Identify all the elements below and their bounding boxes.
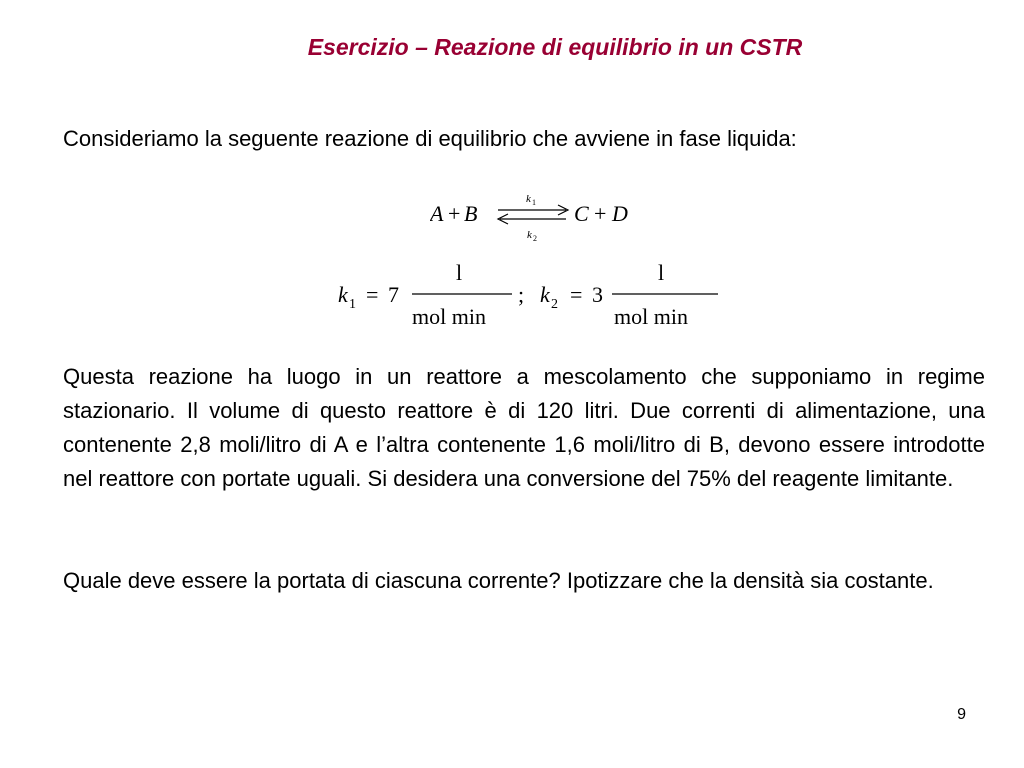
k2-label-sub: 2 [533, 234, 537, 243]
reactant-a: A [430, 201, 444, 226]
separator: ; [518, 282, 525, 307]
product-d: D [612, 201, 628, 226]
rate-constants-equation [338, 258, 728, 330]
description-paragraph: Questa reazione ha luogo in un reattore a mescolamento che supponiamo in regime stazionario. Il volume di questo reattore è di 120 litri. Due correnti di alimentazione, una contenente 2,8 moli/litro di A e l’altra contenente 1,6 moli/litro di B, devono essere introdotte nel reattore con portate uguali. Si desidera una conversione del 75% del reagente limitante. [63, 364, 985, 491]
k2-symbol: k [540, 282, 550, 307]
k2-denominator: mol min [614, 304, 688, 329]
plus-sign: + [448, 201, 461, 226]
slide-title: Esercizio – Reazione di equilibrio in un CSTR [307, 34, 803, 60]
k1-equals: = [366, 282, 379, 307]
reaction-equation [430, 188, 650, 248]
page-number: 9 [957, 706, 966, 723]
reactant-b: B [464, 201, 478, 226]
k2-value: 3 [592, 282, 603, 307]
k1-value: 7 [388, 282, 399, 307]
k1-symbol: k [338, 282, 348, 307]
intro-paragraph: Consideriamo la seguente reazione di equilibrio che avviene in fase liquida: [63, 126, 797, 151]
product-c: C [574, 201, 589, 226]
k2-numerator: l [658, 260, 665, 285]
k1-subscript: 1 [349, 297, 356, 312]
k1-label: k [526, 193, 531, 205]
k1-label-sub: 1 [532, 198, 536, 207]
question-paragraph: Quale deve essere la portata di ciascuna corrente? Ipotizzare che la densità sia costante. [63, 568, 934, 593]
k2-subscript: 2 [551, 297, 558, 312]
plus-sign-2: + [594, 201, 607, 226]
k1-numerator: l [456, 260, 463, 285]
k2-equals: = [570, 282, 583, 307]
k2-label: k [527, 229, 532, 241]
k1-denominator: mol min [412, 304, 486, 329]
